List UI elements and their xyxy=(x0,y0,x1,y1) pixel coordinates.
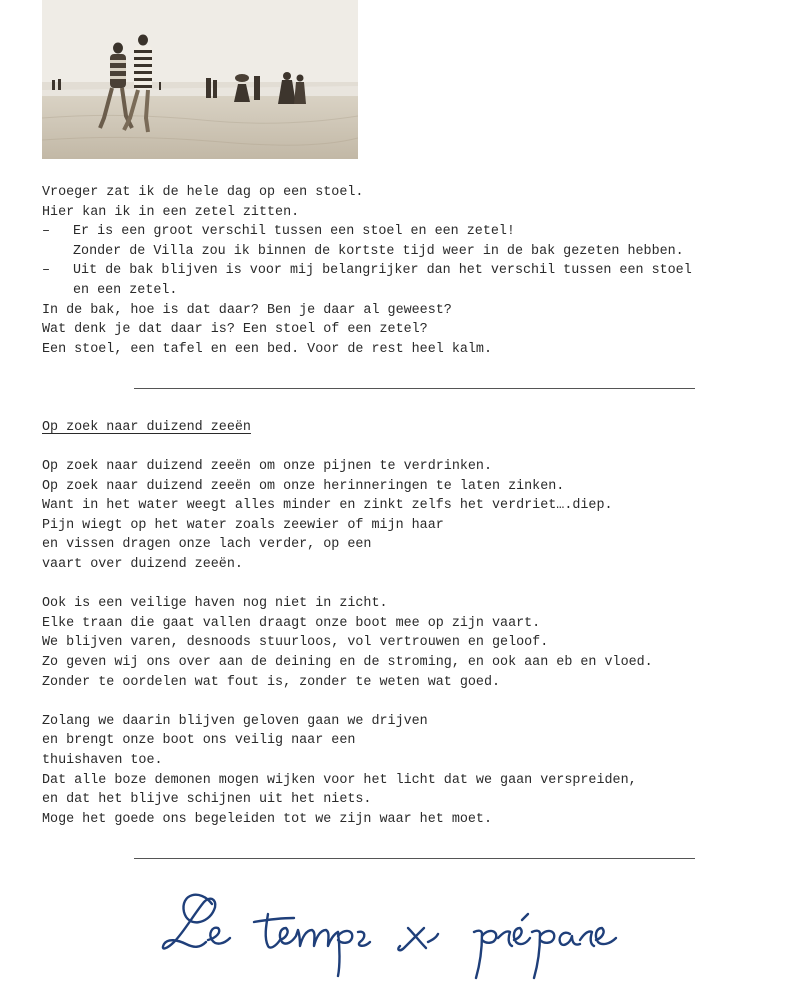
dialogue-dash-line xyxy=(42,222,692,242)
poem-line: Op zoek naar duizend zeeën om onze pijnen te verdrinken. xyxy=(42,459,492,474)
poem-line: Pijn wiegt op het water zoals zeewier of mijn haar xyxy=(42,517,444,533)
signature-icon xyxy=(134,868,695,980)
handwritten-signature xyxy=(134,868,695,980)
poem-line: en dat het blijve schijnen uit het niets. xyxy=(42,792,372,808)
dash-marker: – xyxy=(42,263,51,279)
poem-line: Op zoek naar duizend zeeën om onze herinneringen te laten zinken. xyxy=(42,478,565,494)
poem-line: en brengt onze boot ons veilig naar een xyxy=(42,733,356,749)
poem-line: Dat alle boze demonen mogen wijken voor het licht dat we gaan verspreiden, xyxy=(42,772,637,788)
poem-line: We blijven varen, desnoods stuurloos, vol vertrouwen en geloof. xyxy=(42,635,549,651)
poem-line: Want in het water weegt alles minder en zinkt zelfs het verdriet….diep. xyxy=(42,498,613,514)
dialogue-line: Zonder de Villa zou ik binnen de kortste tijd weer in de bak gezeten hebben. xyxy=(73,243,684,259)
dialogue-line: en een zetel. xyxy=(73,282,178,298)
poem-body xyxy=(42,457,653,829)
divider-bottom xyxy=(134,858,695,859)
dialogue-line: In de bak, hoe is dat daar? Ben je daar al geweest? xyxy=(42,302,452,318)
poem-line: Moge het goede ons begeleiden tot we zijn waar het moet. xyxy=(42,811,492,827)
beach-photo xyxy=(42,0,358,159)
poem-line: Zonder te oordelen wat fout is, zonder te weten wat goed. xyxy=(42,674,501,690)
dialogue-block xyxy=(42,183,692,359)
poem-line: Zolang we daarin blijven geloven gaan we drijven xyxy=(42,713,428,729)
dialogue-dash-line xyxy=(42,261,692,281)
poem-line: en vissen dragen onze lach verder, op een xyxy=(42,537,372,553)
dialogue-line: Vroeger zat ik de hele dag op een stoel. xyxy=(42,185,364,200)
dialogue-line: Hier kan ik in een zetel zitten. xyxy=(42,204,300,220)
poem-line: Elke traan die gaat vallen draagt onze boot mee op zijn vaart. xyxy=(42,615,541,631)
poem-line: Ook is een veilige haven nog niet in zicht. xyxy=(42,596,388,612)
divider-top xyxy=(134,388,695,389)
dialogue-line: Een stoel, een tafel en een bed. Voor de rest heel kalm. xyxy=(42,341,492,357)
poem-line: Zo geven wij ons over aan de deining en de stroming, en ook aan eb en vloed. xyxy=(42,654,653,670)
stanza-gap xyxy=(42,692,653,712)
poem-line: thuishaven toe. xyxy=(42,752,163,768)
stanza-gap xyxy=(42,575,653,595)
dash-marker: – xyxy=(42,224,51,240)
poem-title: Op zoek naar duizend zeeën xyxy=(42,420,251,435)
poem-line: vaart over duizend zeeën. xyxy=(42,556,243,572)
beach-photo-icon xyxy=(42,0,358,159)
dialogue-line: Wat denk je dat daar is? Een stoel of een zetel? xyxy=(42,322,428,338)
dialogue-text: Uit de bak blijven is voor mij belangrijker dan het verschil tussen een stoel xyxy=(73,263,692,279)
dialogue-text: Er is een groot verschil tussen een stoel en een zetel! xyxy=(73,224,515,240)
